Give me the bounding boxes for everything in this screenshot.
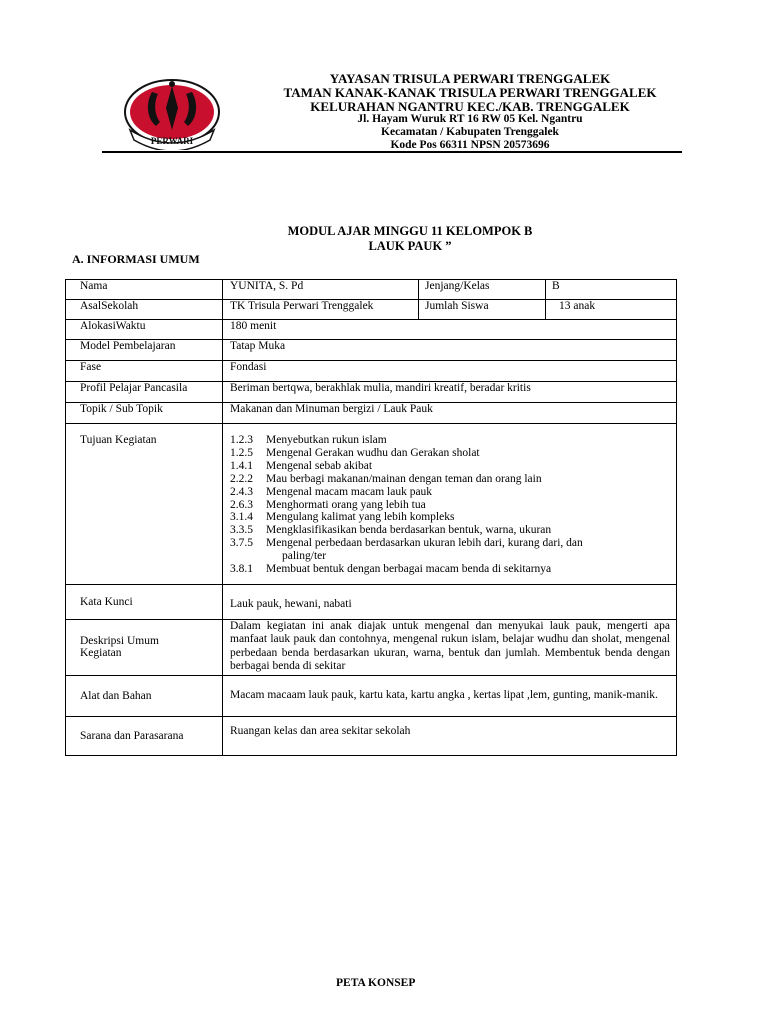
- objective-number: 3.7.5: [230, 537, 253, 550]
- value-fase: Fondasi: [223, 361, 677, 382]
- label-model: Model Pembelajaran: [66, 340, 223, 361]
- table-row: [66, 300, 677, 320]
- objective-item: [230, 537, 676, 550]
- label-deskripsi-2: Kegiatan: [80, 647, 122, 660]
- label-jenjang: Jenjang/Kelas: [419, 280, 546, 300]
- objective-text: Mengklasifikasikan benda berdasarkan bentuk, warna, ukuran: [266, 524, 552, 537]
- table-row: [66, 675, 677, 716]
- table-row: [66, 320, 677, 340]
- value-siswa: 13 anak: [546, 300, 677, 320]
- table-row: [66, 280, 677, 300]
- region-line: Kecamatan / Kabupaten Trenggalek: [381, 126, 559, 138]
- objective-item: [230, 460, 676, 473]
- address-line: Jl. Hayam Wuruk RT 16 RW 05 Kel. Ngantru: [357, 113, 583, 125]
- objective-text: Membuat bentuk dengan berbagai macam benda di sekitarnya: [266, 563, 552, 576]
- objective-number: 3.3.5: [230, 524, 253, 537]
- value-tujuan: [223, 424, 677, 585]
- objective-text: Mengenal macam macam lauk pauk: [266, 485, 433, 498]
- label-nama: Nama: [66, 280, 223, 300]
- deskripsi-text: Dalam kegiatan ini anak diajak untuk mengenal dan menyukai lauk pauk, mengerti apa manfaat lauk pauk dan contohnya, mengenal rukun islam, belajar wudhu dan sholat, mengenal perbedaan benda berdasarkan ukuran, warna, bentuk dan jumlah. Membentuk benda dengan berbagai benda di sekitar: [230, 619, 670, 673]
- label-alat: Alat dan Bahan: [66, 675, 223, 716]
- table-row: [66, 403, 677, 424]
- value-profil: Beriman bertqwa, berakhlak mulia, mandiri kreatif, beradar kritis: [223, 382, 677, 403]
- logo-text: PERWARI: [150, 136, 194, 146]
- label-topik: Topik / Sub Topik: [66, 403, 223, 424]
- value-topik: Makanan dan Minuman bergizi / Lauk Pauk: [223, 403, 677, 424]
- objective-text: Mengenal Gerakan wudhu dan Gerakan sholat: [266, 446, 480, 459]
- objective-item: [230, 499, 676, 512]
- label-siswa: Jumlah Siswa: [419, 300, 546, 320]
- objective-text: paling/ter: [282, 550, 327, 563]
- label-sarana: Sarana dan Parasarana: [66, 716, 223, 755]
- value-alat: [223, 675, 677, 716]
- table-row: [66, 716, 677, 755]
- value-model: Tatap Muka: [223, 340, 677, 361]
- letterhead-divider: [102, 151, 682, 153]
- table-row: [66, 340, 677, 361]
- table-row: [66, 424, 677, 585]
- label-profil: Profil Pelajar Pancasila: [66, 382, 223, 403]
- label-deskripsi: [66, 619, 223, 675]
- objective-item: [230, 524, 676, 537]
- objective-item: [230, 447, 676, 460]
- objective-item: [230, 486, 676, 499]
- objective-number: 1.4.1: [230, 459, 253, 472]
- table-row: [66, 382, 677, 403]
- objective-item: [230, 434, 676, 447]
- objective-number: 1.2.3: [230, 434, 253, 446]
- objectives-list: [230, 424, 676, 584]
- objective-text: Mengenal perbedaan berdasarkan ukuran lebih dari, kurang dari, dan: [266, 537, 583, 550]
- objective-number: 3.1.4: [230, 511, 253, 524]
- table-row: [66, 584, 677, 619]
- objective-text: Menyebutkan rukun islam: [266, 434, 387, 446]
- alat-text: Macam macaam lauk pauk, kartu kata, kartu angka , kertas lipat ,lem, gunting, manik-manik.: [230, 689, 658, 702]
- objective-item: [230, 563, 676, 576]
- general-info-table: [65, 279, 677, 756]
- objective-number: 2.6.3: [230, 498, 253, 511]
- objective-item: [230, 550, 676, 563]
- label-kunci: Kata Kunci: [66, 584, 223, 619]
- table-row: [66, 619, 677, 675]
- foundation-name: YAYASAN TRISULA PERWARI TRENGGALEK: [329, 71, 611, 86]
- district-line: KELURAHAN NGANTRU KEC./KAB. TRENGGALEK: [310, 99, 630, 114]
- label-sekolah: AsalSekolah: [66, 300, 223, 320]
- table-row: [66, 361, 677, 382]
- module-subtitle: LAUK PAUK ”: [368, 239, 452, 253]
- value-sarana: Ruangan kelas dan area sekitar sekolah: [223, 716, 677, 755]
- module-title: MODUL AJAR MINGGU 11 KELOMPOK B: [287, 224, 533, 238]
- section-heading: A. INFORMASI UMUM: [72, 252, 200, 266]
- objective-number: 2.4.3: [230, 485, 253, 498]
- value-jenjang: B: [546, 280, 677, 300]
- objective-number: 1.2.5: [230, 446, 253, 459]
- school-name: TAMAN KANAK-KANAK TRISULA PERWARI TRENGGALEK: [283, 85, 657, 100]
- label-tujuan: Tujuan Kegiatan: [66, 424, 223, 585]
- objective-number: 3.8.1: [230, 563, 253, 576]
- objective-text: Mau berbagi makanan/mainan dengan teman dan orang lain: [266, 472, 542, 485]
- value-sekolah: TK Trisula Perwari Trenggalek: [223, 300, 419, 320]
- objective-item: [230, 511, 676, 524]
- value-deskripsi: [223, 619, 677, 675]
- label-deskripsi-1: Deskripsi Umum: [80, 635, 159, 648]
- value-waktu: 180 menit: [223, 320, 677, 340]
- label-waktu: AlokasiWaktu: [66, 320, 223, 340]
- objective-text: Mengulang kalimat yang lebih kompleks: [266, 511, 455, 524]
- objective-text: Mengenal sebab akibat: [266, 459, 373, 472]
- label-fase: Fase: [66, 361, 223, 382]
- objective-number: 2.2.2: [230, 472, 253, 485]
- perwari-logo: [122, 78, 222, 150]
- value-kunci: Lauk pauk, hewani, nabati: [223, 584, 677, 619]
- concept-map-heading: PETA KONSEP: [336, 977, 416, 989]
- objective-item: [230, 473, 676, 486]
- objective-text: Menghormati orang yang lebih tua: [266, 498, 426, 511]
- postcode-line: Kode Pos 66311 NPSN 20573696: [390, 139, 550, 151]
- value-nama: YUNITA, S. Pd: [223, 280, 419, 300]
